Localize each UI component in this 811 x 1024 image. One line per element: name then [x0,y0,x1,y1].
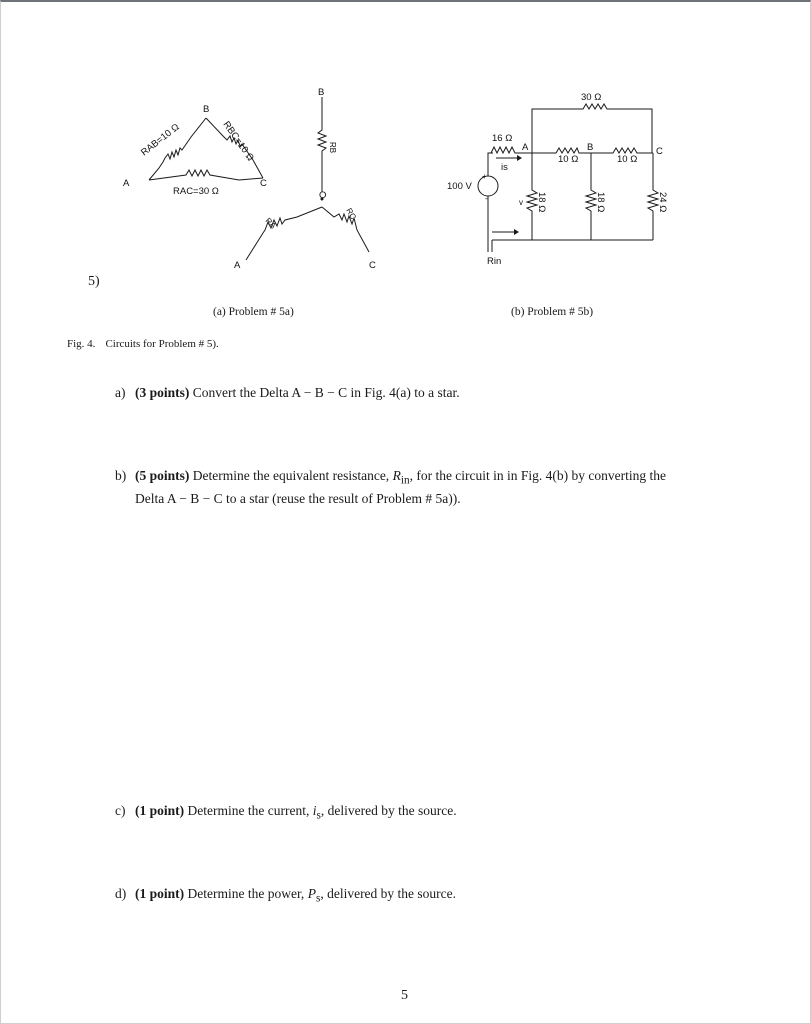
question-d-text-2: , delivered by the source. [320,886,457,901]
resistor-18-ohm-left [527,153,537,240]
caption-figure-a: (a) Problem # 5a) [213,306,294,318]
question-c [115,802,457,825]
label-node-c: C [656,146,663,157]
star-r-c-label: RC [344,206,358,222]
label-rin: Rin [487,256,502,267]
question-d-var: P [307,886,316,901]
question-a [115,384,460,402]
problem-number: 5) [88,274,100,289]
star-resistor-c [322,207,369,252]
question-d-letter: d) [115,886,127,901]
resistor-10-ohm-ab [532,148,591,153]
delta-r-ab-label: RAB=10 Ω [139,121,182,159]
question-b-text-1: Determine the equivalent resistance, [192,468,393,483]
resistor-18-ohm-mid [586,153,596,240]
resistor-10-ohm-bc [591,148,653,153]
label-source-100v: 100 V [447,181,472,192]
question-c-var-sub: s [316,809,321,822]
label-10-ohm-bc: 10 Ω [617,154,638,165]
star-node-b: B [318,87,325,98]
star-node-a: A [234,260,241,271]
delta-node-b: B [203,104,210,115]
label-node-a: A [522,142,529,153]
star-resistor-a [246,207,322,260]
question-d-text-1: Determine the power, [187,886,308,901]
label-source-minus: - [485,194,488,203]
star-r-b-label: RB [328,142,337,154]
caption-figure-b: (b) Problem # 5b) [511,306,594,318]
star-resistor-b [318,97,326,192]
question-a-letter: a) [115,385,126,400]
label-30-ohm: 30 Ω [581,92,602,103]
question-b-var: R [392,468,401,483]
figure-caption [67,338,219,350]
question-d [115,885,456,908]
label-18-ohm-left: 18 Ω [536,192,547,213]
question-b [115,467,755,508]
figure-caption-label: Fig. 4. [67,338,96,350]
star-center-o: O [319,190,327,201]
question-b-text-3: Delta A − B − C to a star (reuse the result of Problem # 5a)). [135,490,461,506]
voltage-source [478,176,498,196]
question-c-text-2: , delivered by the source. [320,803,457,818]
label-source-plus: + [482,172,487,181]
question-c-text-1: Determine the current, [187,803,313,818]
question-b-letter: b) [115,468,127,483]
delta-resistor-ac [149,170,263,180]
figure-caption-text: Circuits for Problem # 5). [105,338,219,350]
question-d-var-sub: s [315,892,321,905]
label-16-ohm: 16 Ω [492,133,513,144]
question-d-points: (1 point) [135,886,185,901]
star-node-c: C [369,260,376,271]
circuit-figures [1,2,811,332]
question-a-text: Convert the Delta A − B − C in Fig. 4(a) to a star. [192,385,460,400]
star-r-a-label: RA [263,216,278,231]
delta-node-a: A [123,178,130,189]
label-node-b: B [587,142,594,153]
resistor-24-ohm [648,153,658,240]
label-10-ohm-ab: 10 Ω [558,154,579,165]
question-c-points: (1 point) [135,803,185,818]
question-b-var-sub: in [400,474,410,487]
question-b-text-2: , for the circuit in in Fig. 4(b) by converting the [409,468,667,483]
delta-r-ac-label: RAC=30 Ω [173,186,219,197]
delta-r-bc-label: RBC=10 Ω [220,119,256,164]
label-current-is: is [501,162,508,173]
label-24-ohm: 24 Ω [657,192,668,213]
question-c-var: i [312,803,317,818]
ladder-circuit [478,104,658,252]
question-c-letter: c) [115,803,126,818]
question-b-points: (5 points) [135,468,190,483]
delta-node-c: C [260,178,267,189]
label-voltage-v: v [519,198,523,207]
question-a-points: (3 points) [135,385,190,400]
page-number: 5 [401,988,408,1003]
label-18-ohm-mid: 18 Ω [595,192,606,213]
